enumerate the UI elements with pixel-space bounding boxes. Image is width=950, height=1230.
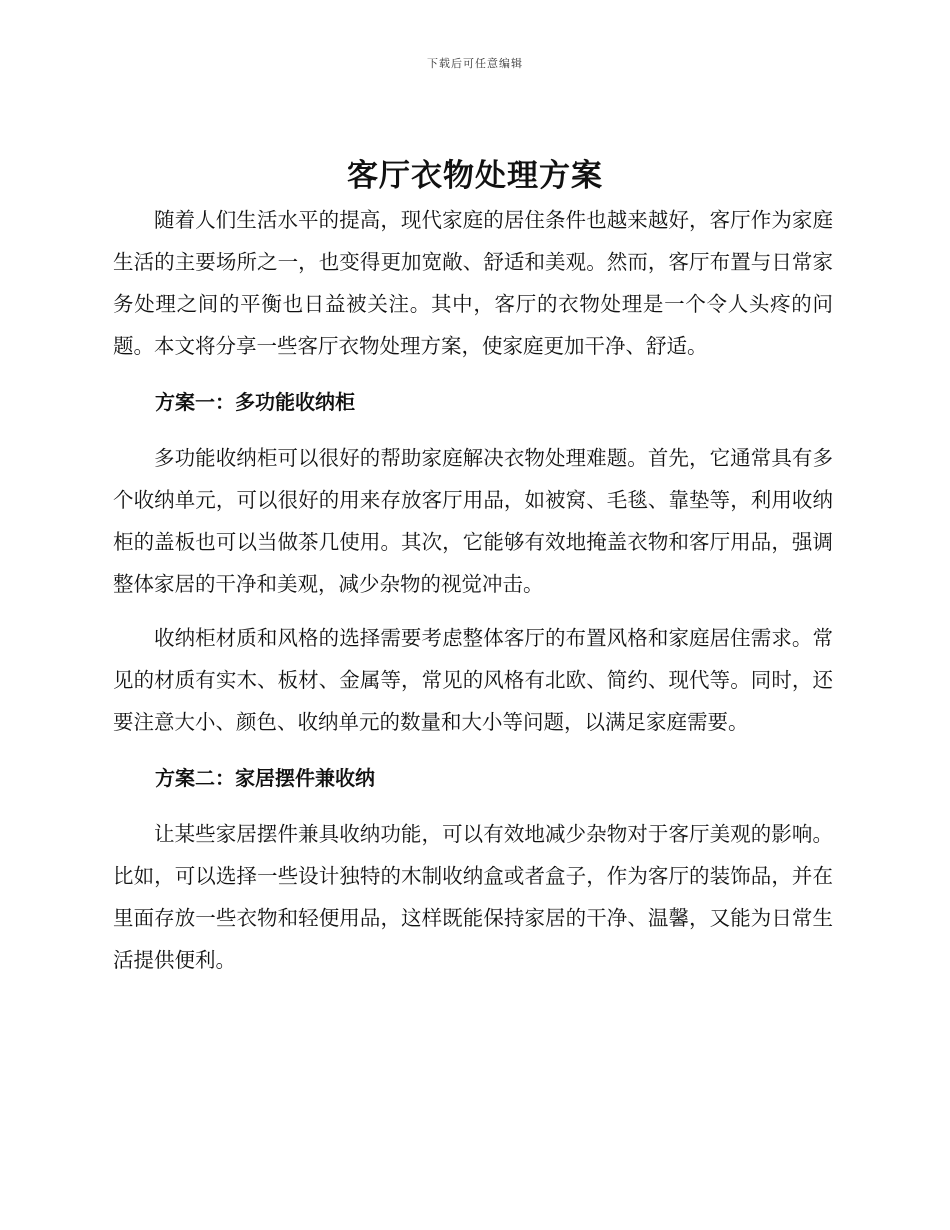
section-heading-2: 方案二：家居摆件兼收纳 <box>155 766 375 790</box>
intro-paragraph: 随着人们生活水平的提高，现代家庭的居住条件也越来越好，客厅作为家庭生活的主要场所之一，也变得更加宽敞、舒适和美观。然而，客厅布置与日常家务处理之间的平衡也日益被关注。其中，客厅的衣物处理是一个令人头疼的问题。本文将分享一些客厅衣物处理方案，使家庭更加干净、舒适。 <box>113 208 833 358</box>
page-title: 客厅衣物处理方案 <box>347 158 603 194</box>
document-body <box>113 199 833 981</box>
section-2-paragraph-1: 让某些家居摆件兼具收纳功能，可以有效地减少杂物对于客厅美观的影响。比如，可以选择一些设计独特的木制收纳盒或者盒子，作为客厅的装饰品，并在里面存放一些衣物和轻便用品，这样既能保持家居的干净、温馨，又能为日常生活提供便利。 <box>113 822 833 972</box>
section-1-paragraph-2: 收纳柜材质和风格的选择需要考虑整体客厅的布置风格和家庭居住需求。常见的材质有实木、板材、金属等，常见的风格有北欧、简约、现代等。同时，还要注意大小、颜色、收纳单元的数量和大小等问题，以满足家庭需要。 <box>113 626 833 734</box>
section-heading-1: 方案一：多功能收纳柜 <box>155 390 355 414</box>
header-note: 下载后可任意编辑 <box>427 57 523 70</box>
section-1-paragraph-1: 多功能收纳柜可以很好的帮助家庭解决衣物处理难题。首先，它通常具有多个收纳单元，可以很好的用来存放客厅用品，如被窝、毛毯、靠垫等，利用收纳柜的盖板也可以当做茶几使用。其次，它能够有效地掩盖衣物和客厅用品，强调整体家居的干净和美观，减少杂物的视觉冲击。 <box>113 446 833 596</box>
